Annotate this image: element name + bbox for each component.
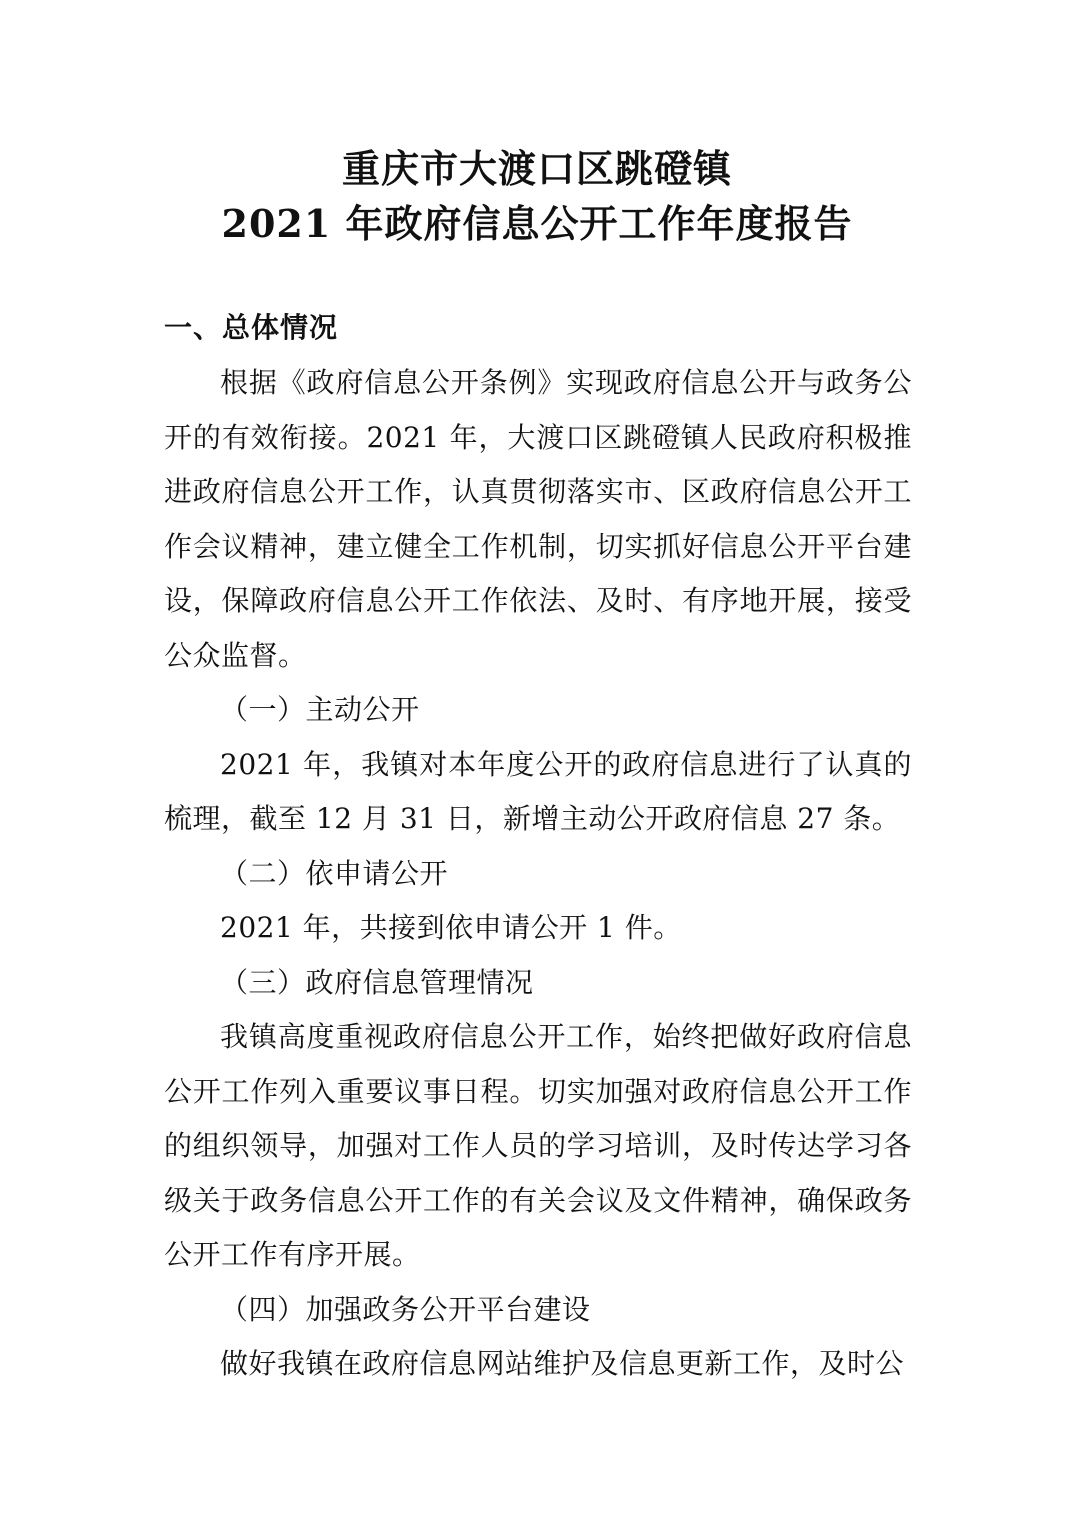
- report-title-line-2: 2021 年政府信息公开工作年度报告: [221, 201, 853, 246]
- report-body: [164, 356, 912, 1392]
- section-heading-overview: 一、总体情况: [164, 311, 339, 344]
- management-paragraph: 我镇高度重视政府信息公开工作，始终把做好政府信息公开工作列入重要议事日程。切实加强对政府信息公开工作的组织领导，加强对工作人员的学习培训，及时传达学习各级关于政务信息公开工作的有关会议及文件精神，确保政务公开工作有序开展。: [164, 1020, 912, 1271]
- subsection-heading-proactive: （一）主动公开: [220, 693, 420, 726]
- on-request-paragraph: 2021 年，共接到依申请公开 1 件。: [220, 911, 682, 944]
- subsection-heading-on-request: （二）依申请公开: [220, 856, 449, 890]
- subsection-heading-management: （三）政府信息管理情况: [220, 965, 534, 999]
- overview-paragraph: 根据《政府信息公开条例》实现政府信息公开与政务公开的有效衔接。2021 年，大渡口区跳磴镇人民政府积极推进政府信息公开工作，认真贯彻落实市、区政府信息公开工作会议精神，建立健全工作机制，切实抓好信息公开平台建设，保障政府信息公开工作依法、及时、有序地开展，接受公众监督。: [164, 366, 912, 672]
- subsection-heading-platform: （四）加强政务公开平台建设: [220, 1292, 591, 1326]
- platform-paragraph: 做好我镇在政府信息网站维护及信息更新工作，及时公: [220, 1347, 905, 1380]
- proactive-paragraph: 2021 年，我镇对本年度公开的政府信息进行了认真的梳理，截至 12 月 31 日，新增主动公开政府信息 27 条。: [164, 747, 912, 835]
- report-title-line-1: 重庆市大渡口区跳磴镇: [341, 146, 732, 191]
